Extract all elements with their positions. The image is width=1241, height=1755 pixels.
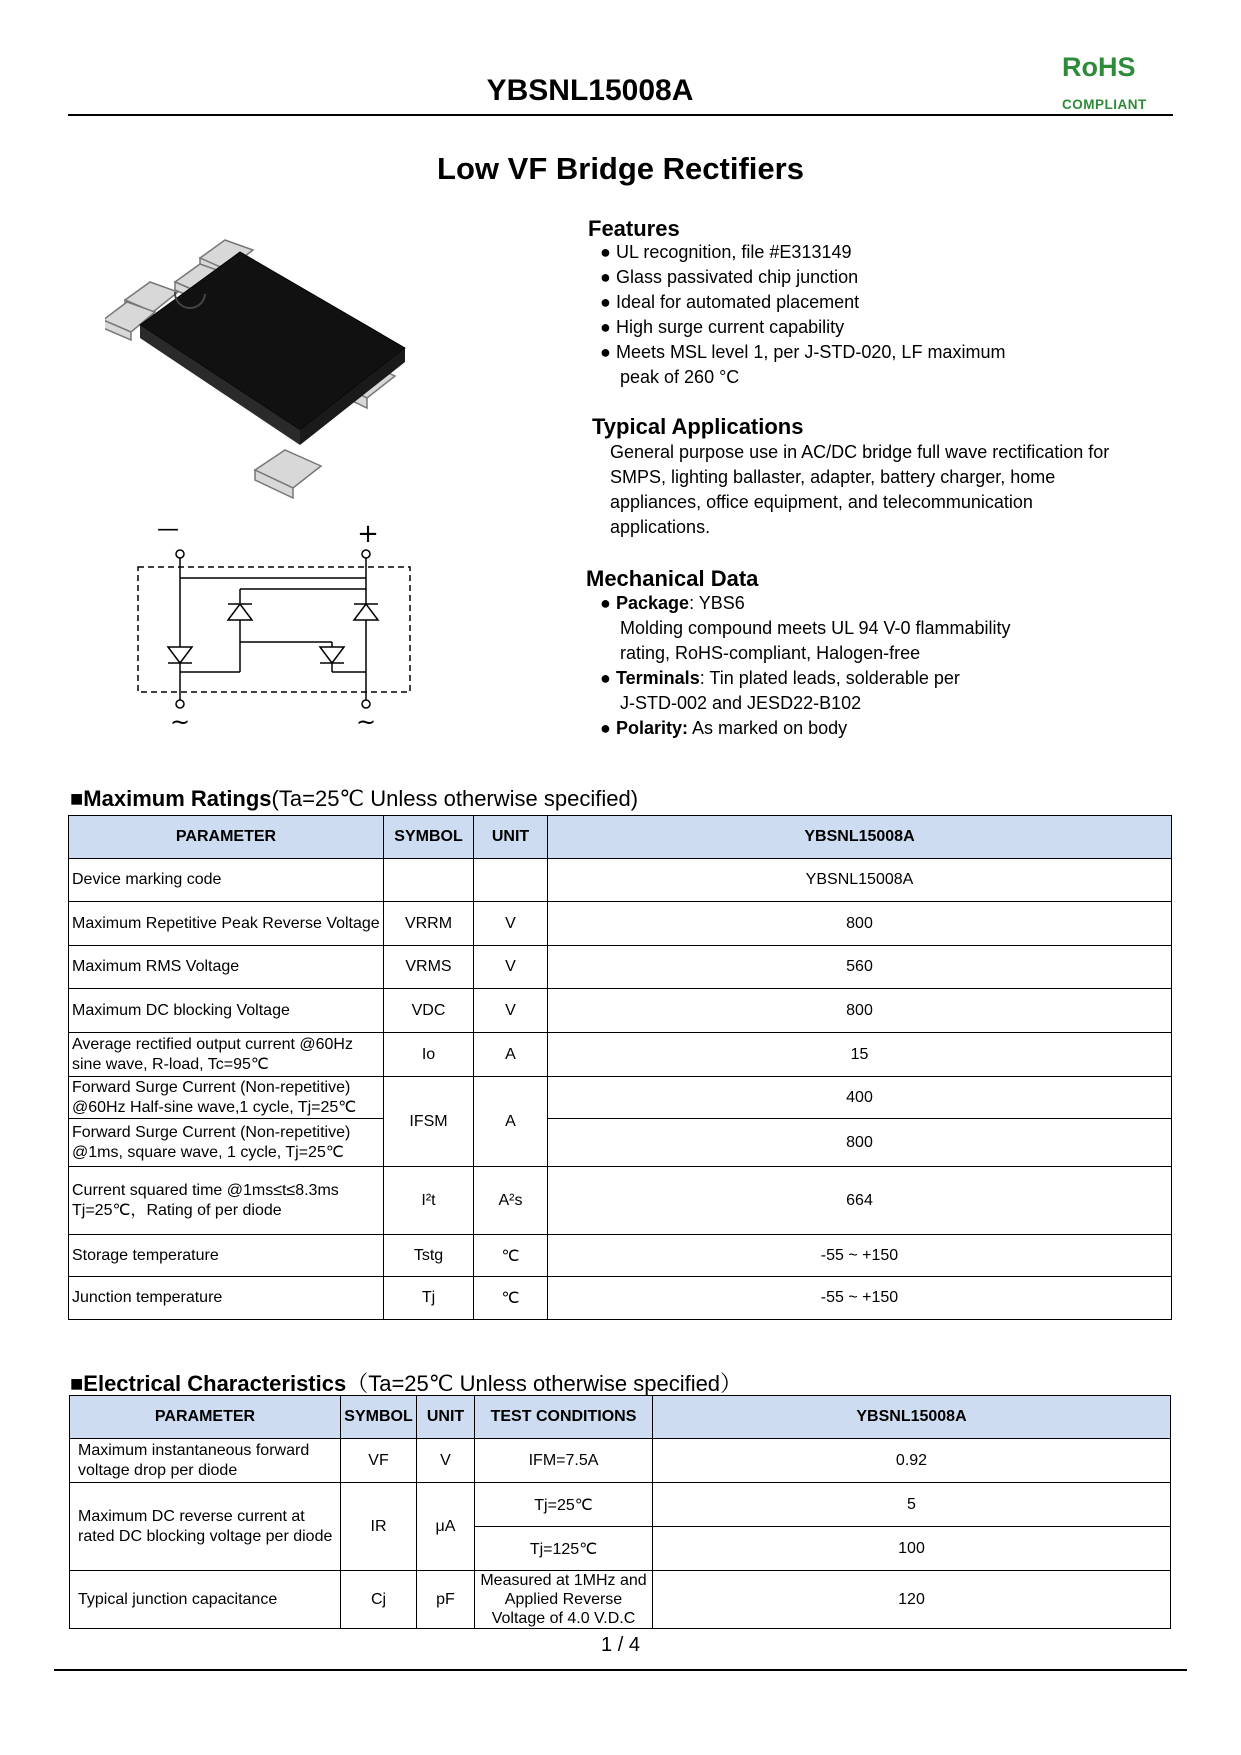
header-rule bbox=[68, 114, 1173, 116]
feature-item: ● High surge current capability bbox=[600, 317, 845, 337]
table-header-row: PARAMETER SYMBOL UNIT YBSNL15008A bbox=[69, 816, 1172, 859]
plus-terminal-label: + bbox=[357, 522, 379, 549]
table-row: Storage temperature Tstg ℃ -55 ~ +150 bbox=[69, 1235, 1172, 1277]
feature-item: ● Ideal for automated placement bbox=[600, 292, 860, 312]
table-row: Current squared time @1ms≤t≤8.3ms Tj=25℃，Rating of per diode I²t A²s 664 bbox=[69, 1167, 1172, 1235]
table-row: Tj=125℃ 100 bbox=[70, 1527, 1171, 1571]
ac-terminal-label-right: ~ bbox=[355, 708, 377, 736]
electrical-heading: ■Electrical Characteristics（Ta=25℃ Unless otherwise specified） bbox=[70, 1371, 743, 1396]
ac-terminal-label-left: ~ bbox=[169, 708, 191, 736]
table-header-row: PARAMETER SYMBOL UNIT TEST CONDITIONS YBSNL15008A bbox=[70, 1396, 1171, 1439]
feature-item-continued: peak of 260 °C bbox=[620, 367, 740, 387]
max-ratings-heading: ■Maximum Ratings(Ta=25℃ Unless otherwise specified) bbox=[70, 786, 639, 811]
mechanical-list: ● Package: YBS6 Molding compound meets UL 94 V-0 flammability rating, RoHS-compliant, Halogen-free ● Terminals: Tin plated leads, solderable per J-STD-002 and JESD22-B102 ● Polarity: As marked on body bbox=[600, 593, 1011, 738]
circuit-schematic bbox=[130, 522, 420, 737]
applications-text: General purpose use in AC/DC bridge full wave rectification for SMPS, lighting ballaster, adapter, battery charger, home appliances, office equipment, and telecommunication applications. bbox=[610, 442, 1110, 537]
features-heading: Features bbox=[588, 216, 680, 241]
table-row: Forward Surge Current (Non-repetitive) @1ms, square wave, 1 cycle, Tj=25℃ 800 bbox=[69, 1119, 1172, 1167]
rohs-mark: RoHS bbox=[1062, 52, 1136, 82]
minus-terminal-label: — bbox=[157, 522, 179, 542]
table-row: Junction temperature Tj ℃ -55 ~ +150 bbox=[69, 1277, 1172, 1320]
mechanical-heading: Mechanical Data bbox=[586, 566, 759, 591]
part-number: YBSNL15008A bbox=[486, 74, 694, 107]
feature-item: ● Glass passivated chip junction bbox=[600, 267, 859, 287]
table-row: Maximum DC reverse current at rated DC blocking voltage per diode IR μA Tj=25℃ 5 bbox=[70, 1483, 1171, 1527]
table-row: Average rectified output current @60Hz sine wave, R-load, Tc=95℃ Io A 15 bbox=[69, 1033, 1172, 1077]
package-image bbox=[105, 230, 445, 520]
table-row: Device marking code YBSNL15008A bbox=[69, 859, 1172, 902]
table-row: Maximum instantaneous forward voltage drop per diode VF V IFM=7.5A 0.92 bbox=[70, 1439, 1171, 1483]
electrical-table bbox=[69, 1395, 1171, 1629]
table-row: Typical junction capacitance Cj pF Measured at 1MHz and Applied Reverse Voltage of 4.0 V.D.C 120 bbox=[70, 1571, 1171, 1629]
table-row: Maximum Repetitive Peak Reverse Voltage VRRM V 800 bbox=[69, 902, 1172, 946]
max-ratings-table bbox=[68, 815, 1172, 1320]
table-row: Maximum DC blocking Voltage VDC V 800 bbox=[69, 989, 1172, 1033]
applications-heading: Typical Applications bbox=[592, 414, 804, 439]
table-row: Forward Surge Current (Non-repetitive) @60Hz Half-sine wave,1 cycle, Tj=25℃ IFSM A 400 bbox=[69, 1077, 1172, 1119]
page-number: 1 / 4 bbox=[601, 1634, 640, 1656]
rohs-compliant-label: COMPLIANT bbox=[1062, 97, 1147, 112]
feature-item: ● Meets MSL level 1, per J-STD-020, LF maximum bbox=[600, 342, 1006, 362]
feature-item: ● UL recognition, file #E313149 bbox=[600, 242, 852, 262]
document-title: Low VF Bridge Rectifiers bbox=[437, 151, 804, 186]
footer-rule bbox=[54, 1669, 1187, 1671]
table-row: Maximum RMS Voltage VRMS V 560 bbox=[69, 946, 1172, 989]
features-list bbox=[600, 240, 1005, 390]
